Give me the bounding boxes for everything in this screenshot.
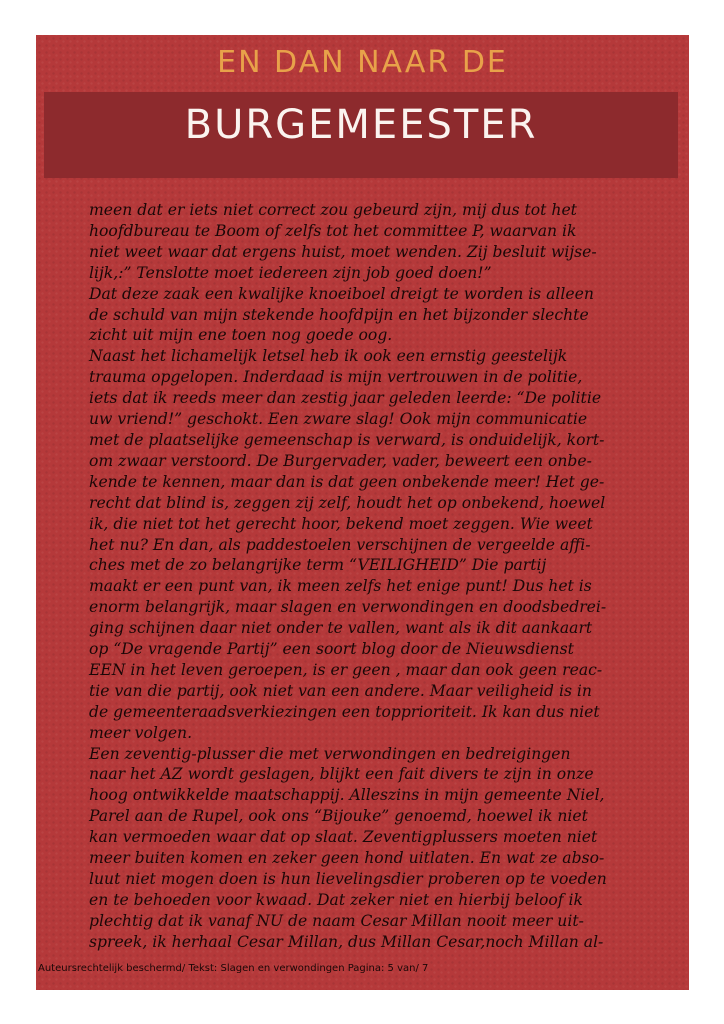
body-line: plechtig dat ik vanaf NU de naam Cesar Millan nooit meer uit- (89, 911, 584, 930)
body-line: lijk,:” Tenslotte moet iedereen zijn job goed doen!” (89, 263, 492, 282)
body-line: meer volgen. (89, 723, 193, 742)
body-line: naar het AZ wordt geslagen, blijkt een fait divers te zijn in onze (89, 765, 594, 784)
title-banner (44, 92, 678, 178)
body-line: kan vermoeden waar dat op slaat. Zeventigplussers moeten niet (89, 828, 598, 847)
body-line: Dat deze zaak een kwalijke knoeiboel dreigt te worden is alleen (89, 284, 594, 303)
body-line: niet weet waar dat ergens huist, moet wenden. Zij besluit wijse- (89, 242, 597, 261)
body-line: ches met de zo belangrijke term “VEILIGHEID” Die partij (89, 556, 547, 575)
body-line: trauma opgelopen. Inderdaad is mijn vertrouwen in de politie, (89, 368, 583, 387)
footer-text: Auteursrechtelijk beschermd/ Tekst: Slagen en verwondingen Pagina: 5 van/ 7 (38, 963, 429, 974)
body-line: kende te kennen, maar dan is dat geen onbekende meer! Het ge- (89, 472, 605, 491)
body-line: tie van die partij, ook niet van een andere. Maar veiligheid is in (89, 681, 592, 700)
body-line: de gemeenteraadsverkiezingen een topprioriteit. Ik kan dus niet (89, 702, 600, 721)
body-line: Een zeventig-plusser die met verwondingen en bedreigingen (89, 744, 571, 763)
body-line: Parel aan de Rupel, ook ons “Bijouke” genoemd, hoewel ik niet (89, 807, 588, 826)
body-line: luut niet mogen doen is hun lievelingsdier proberen op te voeden (89, 870, 607, 888)
body-line: de schuld van mijn stekende hoofdpijn en het bijzonder slechte (89, 305, 589, 324)
body-line: spreek, ik herhaal Cesar Millan, dus Millan Cesar,noch Millan al- (89, 932, 604, 951)
heading-kicker: EN DAN NAAR DE (217, 45, 508, 80)
page-panel (36, 35, 689, 990)
body-line: hoofdbureau te Boom of zelfs tot het committee P, waarvan ik (89, 221, 577, 240)
body-line: ging schijnen daar niet onder te vallen, want als ik dit aankaart (89, 619, 593, 638)
page-title: BURGEMEESTER (184, 102, 538, 148)
body-line: iets dat ik reeds meer dan zestig jaar geleden leerde: “De politie (89, 389, 602, 408)
body-line: met de plaatselijke gemeenschap is verward, is onduidelijk, kort- (89, 430, 605, 449)
body-line: hoog ontwikkelde maatschappij. Alleszins in mijn gemeente Niel, (89, 786, 605, 805)
body-line: om zwaar verstoord. De Burgervader, vader, beweert een onbe- (89, 451, 592, 470)
body-line: uw vriend!” geschokt. Een zware slag! Ook mijn communicatie (89, 410, 588, 429)
body-line: ik, die niet tot het gerecht hoor, bekend moet zeggen. Wie weet (89, 514, 593, 533)
body-line: zicht uit mijn ene toen nog goede oog. (89, 326, 393, 345)
body-line: Naast het lichamelijk letsel heb ik ook een ernstig geestelijk (89, 347, 568, 366)
body-text (89, 200, 649, 953)
body-line: EEN in het leven geroepen, is er geen , maar dan ook geen reac- (89, 660, 603, 679)
body-line: recht dat blind is, zeggen zij zelf, houdt het op onbekend, hoewel (89, 493, 606, 512)
body-line: maakt er een punt van, ik meen zelfs het enige punt! Dus het is (89, 577, 592, 596)
body-line: meer buiten komen en zeker geen hond uitlaten. En wat ze abso- (89, 849, 605, 868)
body-line: enorm belangrijk, maar slagen en verwondingen en doodsbedrei- (89, 598, 607, 617)
body-line: het nu? En dan, als paddestoelen verschijnen de vergeelde affi- (89, 535, 591, 554)
body-line: meen dat er iets niet correct zou gebeurd zijn, mij dus tot het (89, 201, 577, 219)
body-line: en te behoeden voor kwaad. Dat zeker niet en hierbij beloof ik (89, 890, 583, 909)
body-line: op “De vragende Partij” een soort blog door de Nieuwsdienst (89, 640, 574, 659)
